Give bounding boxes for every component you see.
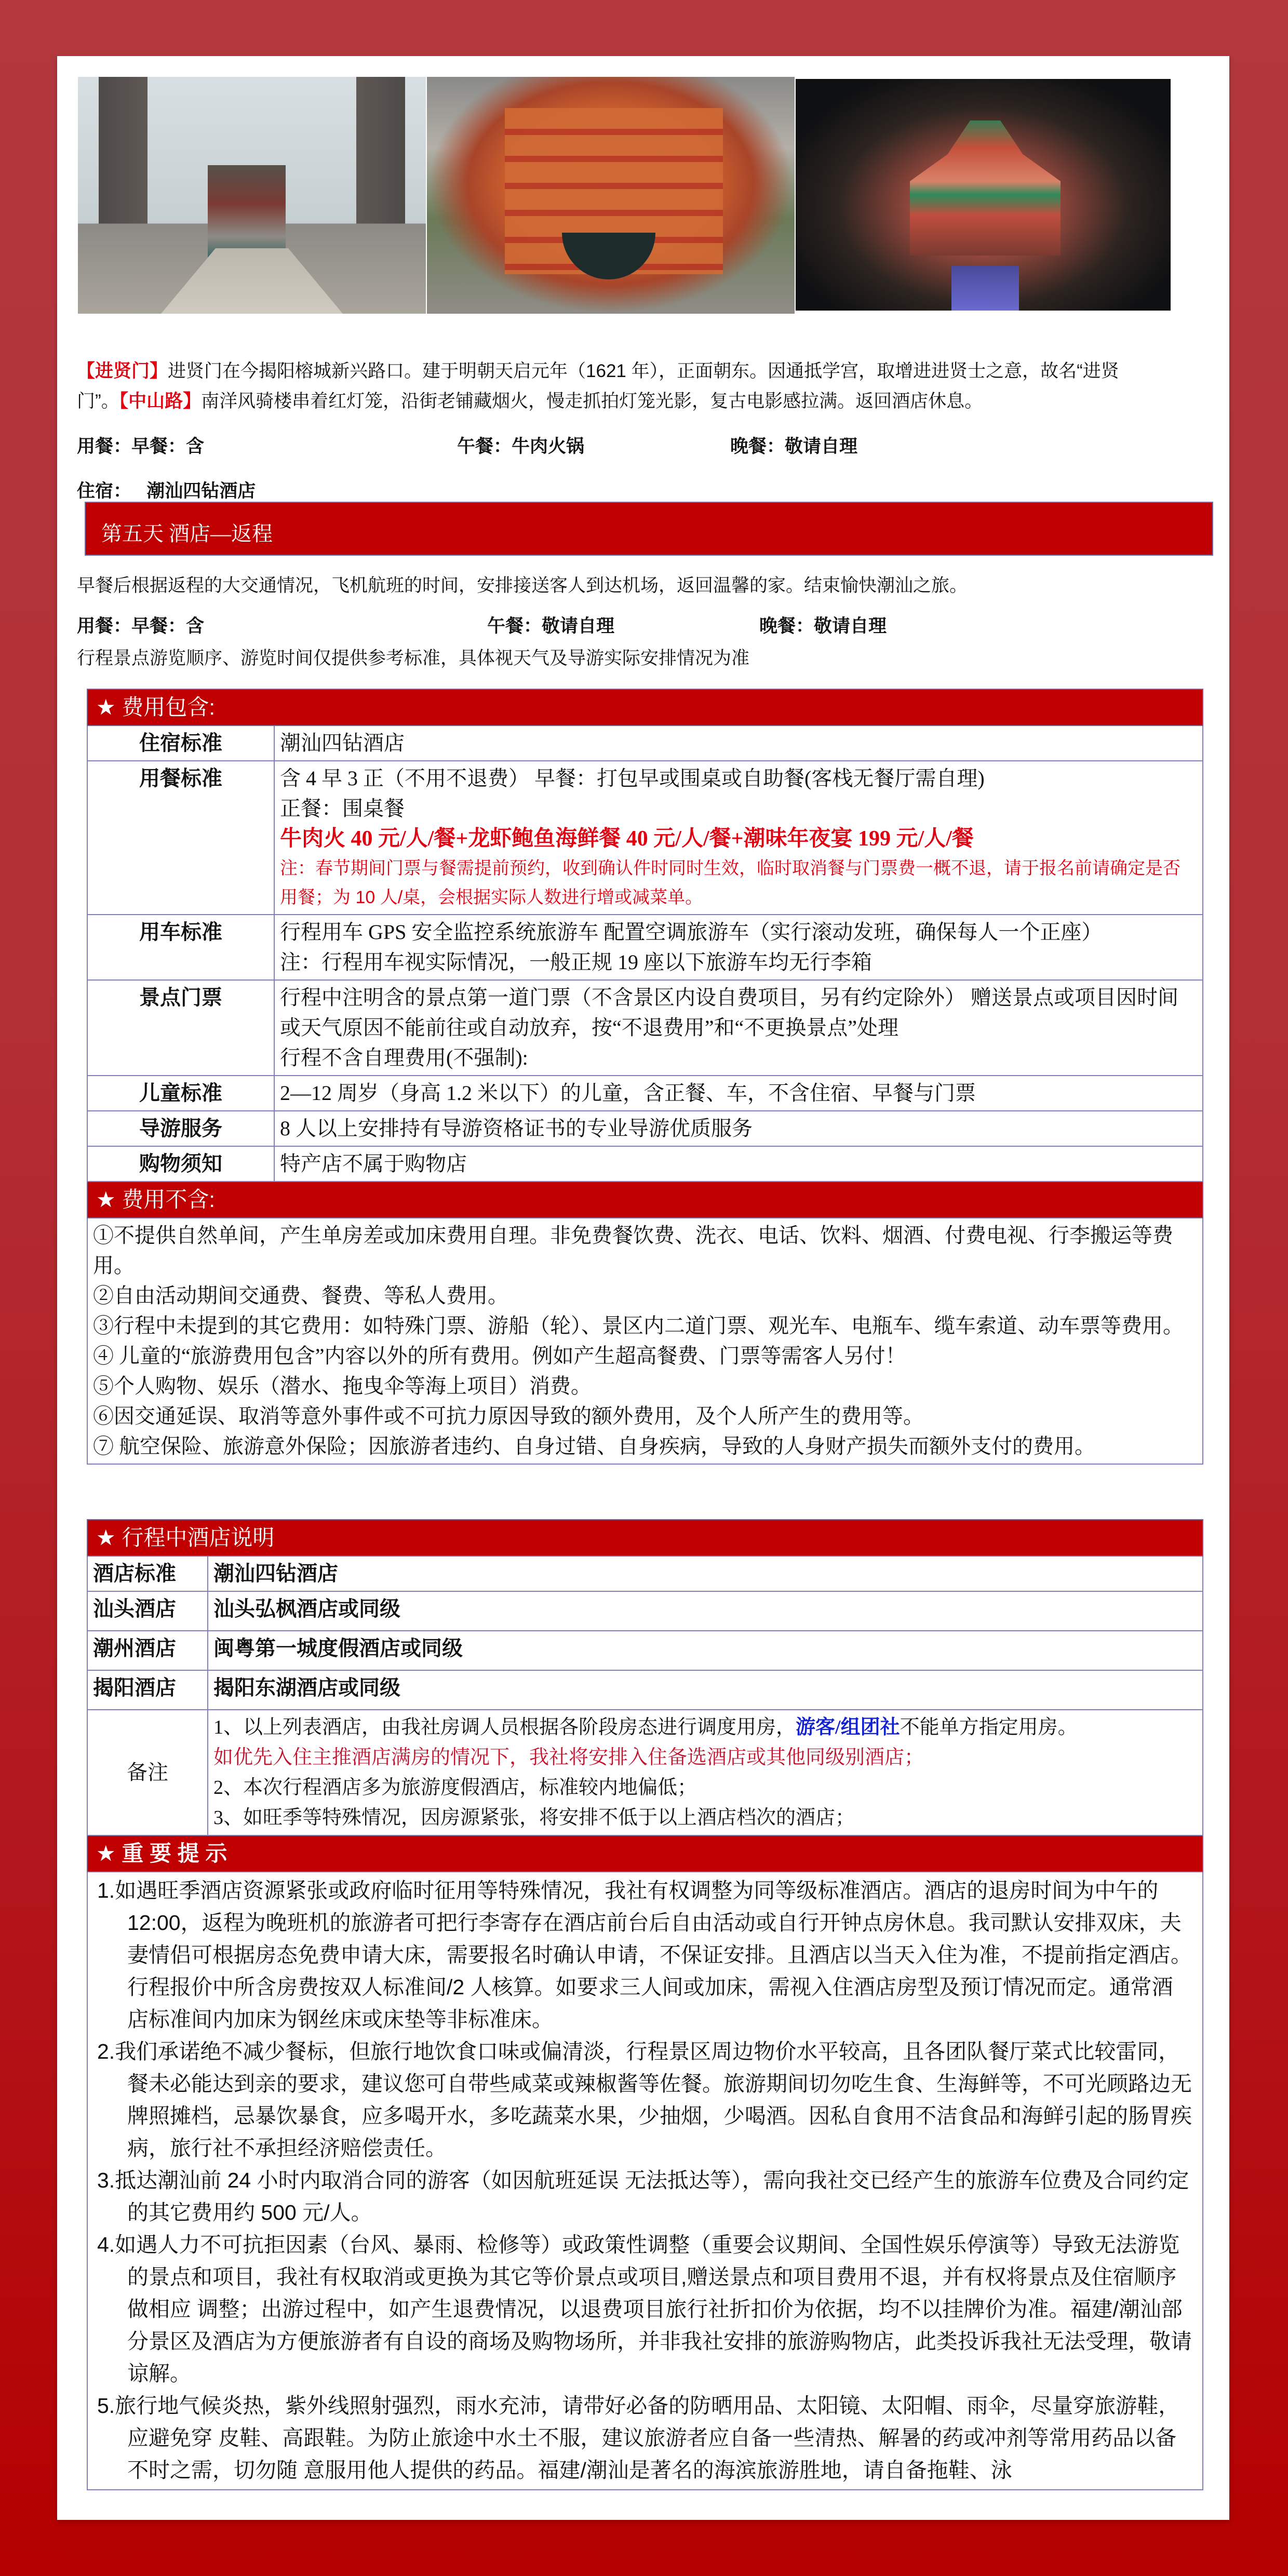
important-list xyxy=(87,1872,1203,2490)
ticket-line: 行程不含自理费用(不强制): xyxy=(280,1046,528,1069)
vehicle-line: 注：行程用车视实际情况，一般正规 19 座以下旅游车均无行李箱 xyxy=(280,950,872,974)
list-item: ⑤个人购物、娱乐（潜水、拖曳伞等海上项目）消费。 xyxy=(93,1374,592,1398)
list-item: ①不提供自然单间，产生单房差或加床费用自理。非免费餐饮费、洗衣、电话、饮料、烟酒、付费电视、行李搬运等费用。 xyxy=(93,1224,1173,1277)
row-label: 儿童标准 xyxy=(87,1076,274,1111)
child-exclusion: 不含住宿、早餐与门票 xyxy=(768,1082,976,1105)
fees-included-header: ★ 费用包含: xyxy=(87,689,1203,726)
table-row xyxy=(87,1146,1203,1182)
meal-standard-line: 正餐：围桌餐 xyxy=(280,797,405,820)
row-label: 用餐标准 xyxy=(87,761,274,915)
row-label: 住宿标准 xyxy=(87,726,274,761)
temple-aerial-photo xyxy=(427,77,795,314)
pavilion-graphic xyxy=(910,120,1061,256)
tourist-agency-highlight: 游客/组团社 xyxy=(796,1716,900,1738)
row-label: 揭阳酒店 xyxy=(87,1670,208,1710)
row-value xyxy=(274,980,1203,1076)
important-header: ★ 重 要 提 示 xyxy=(87,1835,1203,1872)
row-value: 汕头弘枫酒店或同级 xyxy=(208,1591,1203,1631)
remarks-label: 备注 xyxy=(87,1710,208,1835)
important-body xyxy=(87,1872,1203,2490)
remark-line: 1、以上列表酒店，由我社房调人员根据各阶段房态进行调度用房，游客/组团社不能单方指定用房。 xyxy=(213,1716,1078,1738)
day5-lunch: 午餐：敬请自理 xyxy=(487,616,615,636)
day4-stay xyxy=(77,477,256,503)
row-value xyxy=(274,915,1203,980)
fees-excluded-list xyxy=(87,1218,1203,1464)
hotels-header: ★ 行程中酒店说明 xyxy=(87,1520,1203,1556)
day4-breakfast: 早餐：含 xyxy=(131,436,205,457)
jinxianmen-gate-photo xyxy=(78,77,426,314)
day4-dinner: 晚餐：敬请自理 xyxy=(730,436,858,457)
day5-breakfast: 早餐：含 xyxy=(131,616,205,636)
table-row xyxy=(87,915,1203,980)
spot-text-zhongshanlu: 南洋风骑楼串着红灯笼，沿街老铺藏烟火，慢走抓拍灯笼光影，复古电影感拉满。返回酒店休息。 xyxy=(201,391,983,411)
stay-label: 住宿： xyxy=(77,481,132,501)
hotels-table xyxy=(87,1519,1203,2490)
meal-note: 注：春节期间门票与餐需提前预约，收到确认件时同时生效，临时取消餐与门票费一概不退，请于报名前请确定是否用餐；为 10 人/桌，会根据实际人数进行增或减菜单。 xyxy=(280,858,1180,907)
pavilion-night-photo xyxy=(796,79,1171,311)
row-value: 潮汕四钻酒店 xyxy=(274,726,1203,761)
list-item: ⑦ 航空保险、旅游意外保险；因旅游者违约、自身过错、自身疾病，导致的人身财产损失而额外支付的费用。 xyxy=(93,1434,1095,1458)
spot-tag-zhongshanlu: 【中山路】 xyxy=(119,391,202,411)
list-item: 4.如遇人力不可抗拒因素（台风、暴雨、检修等）或政策性调整（重要会议期间、全国性娱乐停演等）导致无法游览的景点和项目，我社有权取消或更换为其它等价景点或项目,赠送景点和项目费用不退，并有权将景点及住宿顺序做相应 调整；出游过程中，如产生退费情况，以退费项目旅行社折扣价为依据，均不以挂牌价为准。福建/潮汕部分景区及酒店为方便旅游者有自设的商场及购物场所，并非我社安排的旅游购物店，此类投诉我社无法受理，敬请谅解。 xyxy=(97,2233,1192,2385)
row-value: 特产店不属于购物店 xyxy=(274,1146,1203,1182)
spot-text-jinxianmen-cont: 门”。 xyxy=(77,391,119,411)
day4-lunch: 午餐：牛肉火锅 xyxy=(457,436,585,457)
remark-line-red: 如优先入住主推酒店满房的情况下，我社将安排入住备选酒店或其他同级别酒店； xyxy=(213,1747,924,1768)
fees-excluded-body xyxy=(87,1218,1203,1464)
row-label: 潮州酒店 xyxy=(87,1631,208,1670)
row-label: 酒店标准 xyxy=(87,1556,208,1591)
fees-excluded-header: ★ 费用不含: xyxy=(87,1182,1203,1218)
row-label: 导游服务 xyxy=(87,1111,274,1146)
row-value: 潮汕四钻酒店 xyxy=(208,1556,1203,1591)
spot-tag-jinxianmen: 【进贤门】 xyxy=(77,361,168,381)
list-item: 5.旅行地气候炎热，紫外线照射强烈，雨水充沛，请带好必备的防晒用品、太阳镜、太阳帽、雨伞，尽量穿旅游鞋，应避免穿 皮鞋、高跟鞋。为防止旅途中水土不服，建议旅游者应自备一些清热、解暑的药或冲剂等常用药品以备不时之需，切勿随 意服用他人提供的药品。福建/潮汕是著名的海滨旅游胜地，请自备拖鞋、泳 xyxy=(97,2394,1180,2482)
table-row xyxy=(87,761,1203,915)
day4-meals-label: 用餐：早餐：含 xyxy=(77,436,205,457)
day5-meals-label: 用餐：早餐：含 xyxy=(77,616,205,636)
day5-dinner: 晚餐：敬请自理 xyxy=(759,616,887,636)
row-value xyxy=(274,1076,1203,1111)
table-row xyxy=(87,1670,1203,1710)
table-row xyxy=(87,1591,1203,1631)
table-row xyxy=(87,726,1203,761)
remarks-value xyxy=(208,1710,1203,1835)
list-item: ⑥因交通延误、取消等意外事件或不可抗力原因导致的额外费用，及个人所产生的费用等。 xyxy=(93,1404,924,1428)
stay-value: 潮汕四钻酒店 xyxy=(146,481,256,501)
row-value xyxy=(274,761,1203,915)
row-label: 景点门票 xyxy=(87,980,274,1076)
meal-standard-line: 含 4 早 3 正（不用不退费） 早餐：打包早或围桌或自助餐(客栈无餐厅需自理) xyxy=(280,767,985,790)
remark-line: 2、本次行程酒店多为旅游度假酒店，标准较内地偏低； xyxy=(213,1777,697,1799)
table-row xyxy=(87,1556,1203,1591)
table-row xyxy=(87,980,1203,1076)
fees-included-table xyxy=(87,689,1203,1465)
day5-title-bar xyxy=(85,502,1213,556)
table-row xyxy=(87,1111,1203,1146)
table-row xyxy=(87,1076,1203,1111)
day4-description xyxy=(77,356,1219,417)
row-value: 闽粤第一城度假酒店或同级 xyxy=(208,1631,1203,1670)
meal-pricing: 牛肉火 40 元/人/餐+龙虾鲍鱼海鲜餐 40 元/人/餐+潮味年夜宴 199 元/人/餐 xyxy=(280,827,974,851)
spot-text-jinxianmen: 进贤门在今揭阳榕城新兴路口。建于明朝天启元年（1621 年），正面朝东。因通抵学宫，取增进进贤士之意，故名“进贤 xyxy=(168,361,1119,381)
itinerary-disclaimer: 行程景点游览顺序、游览时间仅提供参考标准，具体视天气及导游实际安排情况为准 xyxy=(77,648,750,668)
child-policy: 2—12 周岁（身高 1.2 米以下）的儿童，含正餐、车， xyxy=(280,1081,768,1105)
remark-line: 3、如旺季等特殊情况，因房源紧张，将安排不低于以上酒店档次的酒店； xyxy=(213,1807,855,1829)
row-label: 汕头酒店 xyxy=(87,1591,208,1631)
row-value: 8 人以上安排持有导游资格证书的专业导游优质服务 xyxy=(274,1111,1203,1146)
table-row xyxy=(87,1710,1203,1835)
list-item: ③行程中未提到的其它费用：如特殊门票、游船（轮）、景区内二道门票、观光车、电瓶车、缆车索道、动车票等费用。 xyxy=(93,1314,1184,1337)
arch-bridge-graphic xyxy=(161,248,343,314)
day5-description: 早餐后根据返程的大交通情况，飞机航班的时间，安排接送客人到达机场，返回温馨的家。结束愉快潮汕之旅。 xyxy=(77,575,968,596)
list-item: 2.我们承诺绝不减少餐标，但旅行地饮食口味或偏清淡，行程景区周边物价水平较高，且各团队餐厅菜式比较雷同，餐未必能达到亲的要求，建议您可自带些咸菜或辣椒酱等佐餐。旅游期间切勿吃生食、生海鲜等，不可光顾路边无牌照摊档，忌暴饮暴食，应多喝开水，多吃蔬菜水果，少抽烟，少喝酒。因私自食用不洁食品和海鲜引起的肠胃疾病，旅行社不承担经济赔偿责任。 xyxy=(97,2040,1192,2160)
list-item: ④ 儿童的“旅游费用包含”内容以外的所有费用。例如产生超高餐费、门票等需客人另付！ xyxy=(93,1344,906,1367)
list-item: ②自由活动期间交通费、餐费、等私人费用。 xyxy=(93,1284,508,1307)
walkway-graphic xyxy=(951,266,1019,311)
table-row xyxy=(87,1631,1203,1670)
list-item: 1.如遇旺季酒店资源紧张或政府临时征用等特殊情况，我社有权调整为同等级标准酒店。酒店的退房时间为中午的 12:00，返程为晚班机的旅游者可把行李寄存在酒店前台后自由活动或自行开钟点房休息。我司默认安排双床，夫妻情侣可根据房态免费申请大床，需要报名时确认申请，不保证安排。且酒店以当天入住为准，不提前指定酒店。行程报价中所含房费按双人标准间/2 人核算。如要求三人间或加床，需视入住酒店房型及预订情况而定。通常酒店标准间内加床为钢丝床或床垫等非标准床。 xyxy=(97,1879,1192,2031)
vehicle-line: 行程用车 GPS 安全监控系统旅游车 配置空调旅游车（实行滚动发班，确保每人一个正座） xyxy=(280,920,1103,944)
row-label: 用车标准 xyxy=(87,915,274,980)
row-label: 购物须知 xyxy=(87,1146,274,1182)
list-item: 3.抵达潮汕前 24 小时内取消合同的游客（如因航班延误 无法抵达等），需向我社交已经产生的旅游车位费及合同约定的其它费用约 500 元/人。 xyxy=(97,2168,1189,2224)
row-value: 揭阳东湖酒店或同级 xyxy=(208,1670,1203,1710)
ticket-line: 行程中注明含的景点第一道门票（不含景区内设自费项目，另有约定除外） 赠送景点或项目因时间或天气原因不能前往或自动放弃，按“不退费用”和“不更换景点”处理 xyxy=(280,986,1178,1039)
day5-title: 第五天 酒店—返程 xyxy=(101,522,273,545)
